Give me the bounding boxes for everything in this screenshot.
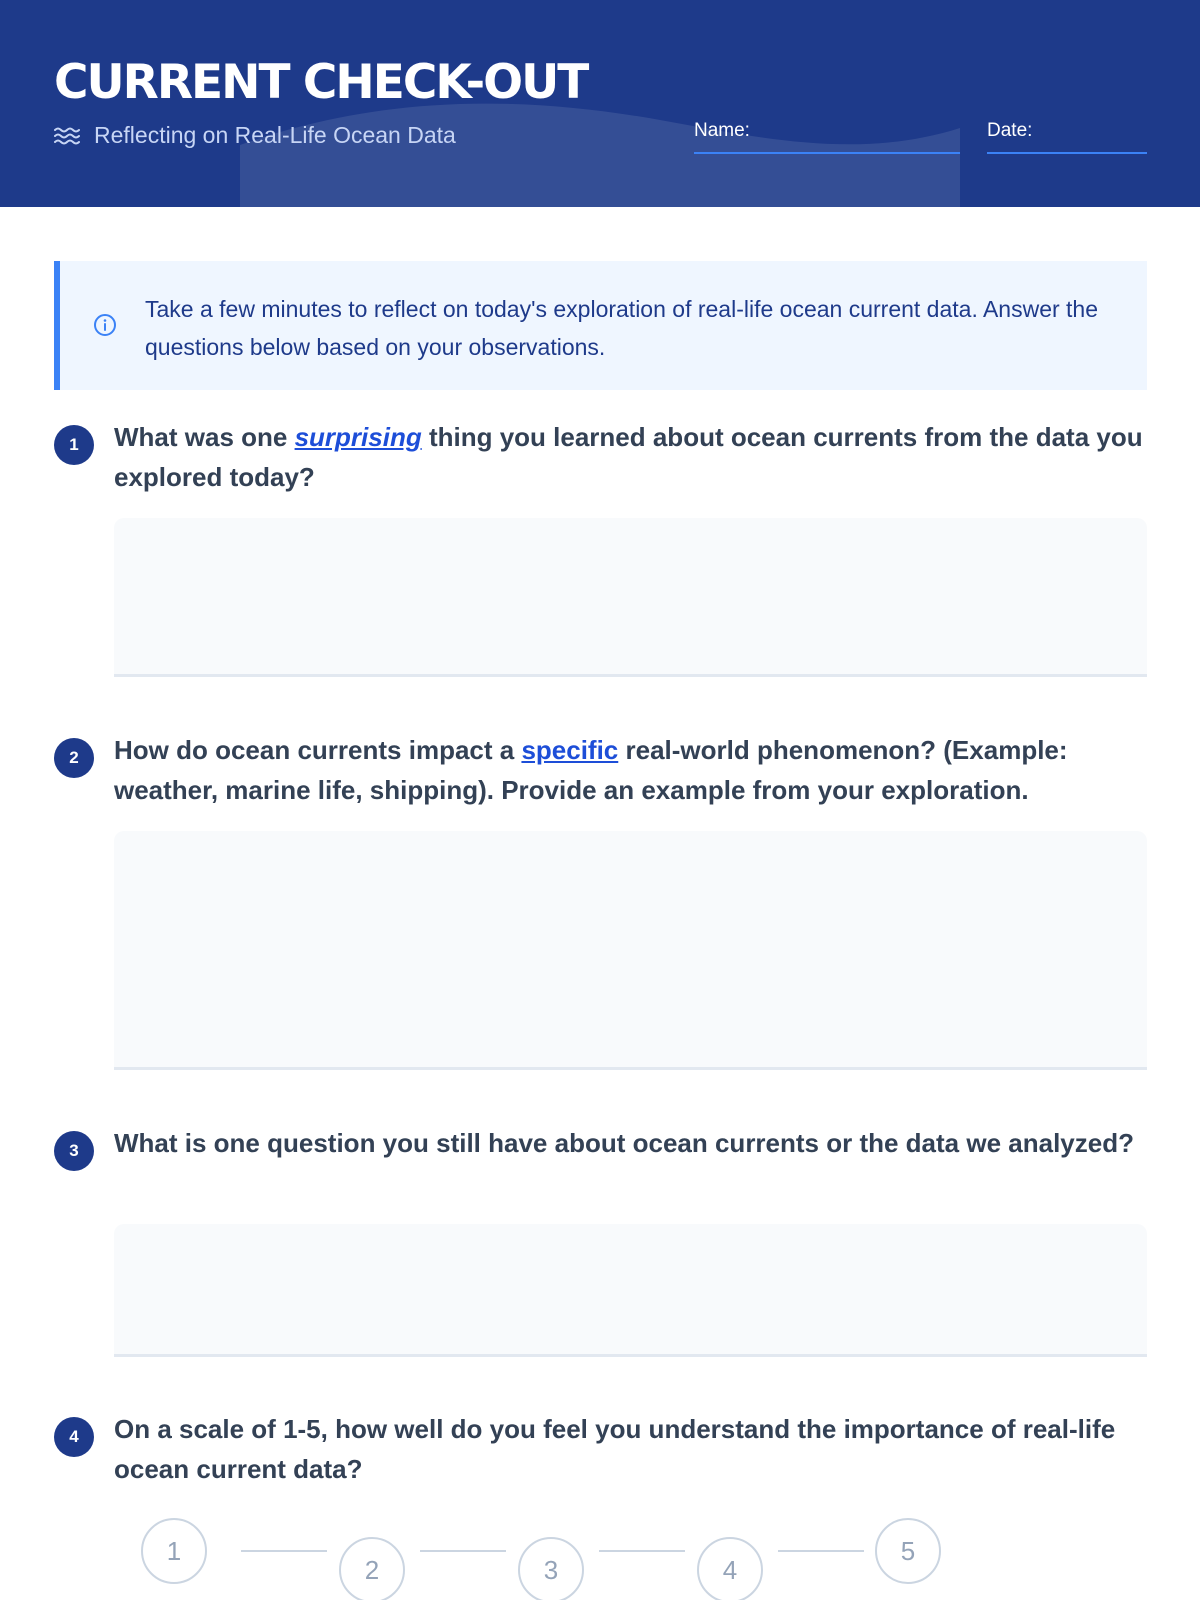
scale-connector — [420, 1550, 506, 1552]
date-label: Date: — [987, 120, 1033, 141]
page-title: CURRENT CHECK-OUT — [54, 55, 588, 110]
rating-scale — [114, 1510, 1147, 1600]
header — [0, 0, 1200, 207]
subtitle — [54, 122, 456, 149]
question-4-text: On a scale of 1-5, how well do you feel you understand the importance of real-life ocean current data? — [114, 1414, 1116, 1484]
scale-option-1[interactable]: 1 — [141, 1518, 207, 1584]
date-field[interactable] — [987, 120, 1147, 154]
scale-connector — [241, 1550, 327, 1552]
scale-option-5[interactable]: 5 — [875, 1518, 941, 1584]
instructions-text: Take a few minutes to reflect on today's exploration of real-life ocean current data. Answer the questions below based on your observations. — [145, 296, 1099, 360]
question-number-badge: 2 — [54, 738, 94, 778]
subtitle-text: Reflecting on Real-Life Ocean Data — [94, 122, 456, 148]
answer-box-1[interactable] — [114, 518, 1147, 677]
question-number-badge: 1 — [54, 425, 94, 465]
name-label: Name: — [694, 120, 750, 141]
highlight-word: surprising — [294, 422, 422, 452]
info-icon — [93, 313, 117, 337]
question-number-badge: 3 — [54, 1131, 94, 1171]
answer-box-3[interactable] — [114, 1224, 1147, 1357]
name-field[interactable] — [694, 120, 960, 154]
question-number-badge: 4 — [54, 1417, 94, 1457]
scale-option-2[interactable]: 2 — [339, 1537, 405, 1600]
question-1-text: What was one surprising thing you learned about ocean currents from the data you explored today? — [114, 422, 1143, 492]
question-2-text: How do ocean currents impact a specific real-world phenomenon? (Example: weather, marine life, shipping). Provide an example from your exploration. — [114, 735, 1068, 805]
scale-connector — [599, 1550, 685, 1552]
scale-option-4[interactable]: 4 — [697, 1537, 763, 1600]
question-3-text: What is one question you still have about ocean currents or the data we analyzed? — [114, 1128, 1134, 1158]
answer-box-2[interactable] — [114, 831, 1147, 1070]
highlight-word: specific — [521, 735, 619, 765]
waves-icon — [54, 125, 80, 147]
instructions-box — [54, 261, 1147, 390]
scale-option-3[interactable]: 3 — [518, 1537, 584, 1600]
scale-connector — [778, 1550, 864, 1552]
